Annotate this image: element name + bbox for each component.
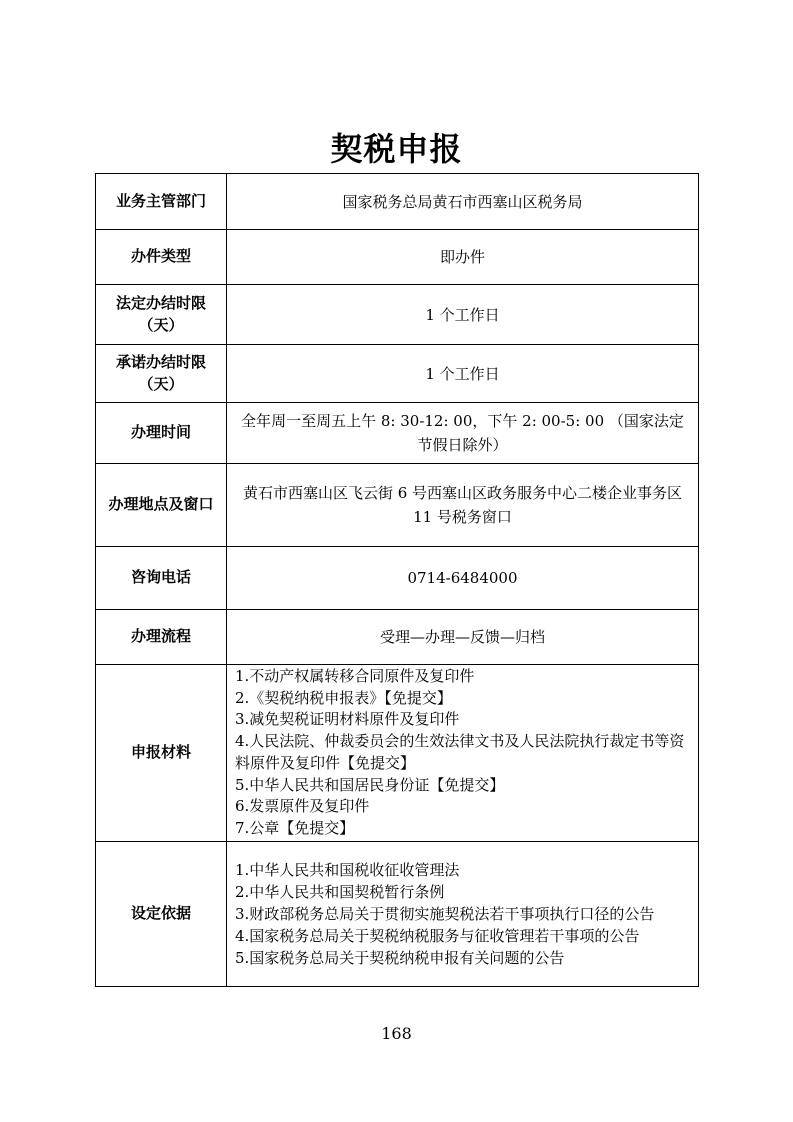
row-handling-process [96,610,699,665]
list-item: 4.国家税务总局关于契税纳税服务与征收管理若干事项的公告 [235,926,640,945]
row-handling-location [96,464,699,547]
row-value: 0714-6484000 [227,547,699,610]
row-label: 承诺办结时限（天） [96,345,227,403]
row-value-list [227,665,699,842]
list-item: 1.中华人民共和国税收征收管理法 [235,860,460,879]
row-label: 业务主管部门 [96,174,227,230]
list-item: 6.发票原件及复印件 [235,797,370,816]
list-item: 7.公章【免提交】 [235,818,355,837]
row-promised-time-limit [96,345,699,403]
row-label: 办理地点及窗口 [96,464,227,547]
row-label: 咨询电话 [96,547,227,610]
row-label: 办理时间 [96,403,227,464]
list-item: 1.不动产权属转移合同原件及复印件 [235,667,475,685]
row-label: 申报材料 [96,665,227,842]
row-application-materials [96,665,699,842]
row-value: 国家税务总局黄石市西塞山区税务局 [227,174,699,230]
row-value: 即办件 [227,230,699,285]
list-item: 3.减免契税证明材料原件及复印件 [235,710,460,729]
row-value: 黄石市西塞山区飞云街 6 号西塞山区政务服务中心二楼企业事务区 11 号税务窗口 [227,464,699,547]
list-item: 4.人民法院、仲裁委员会的生效法律文书及人民法院执行裁定书等资料原件及复印件【免提交】 [235,732,685,772]
list-item: 5.国家税务总局关于契税纳税申报有关问题的公告 [235,948,565,967]
row-handling-time [96,403,699,464]
service-info-table [95,173,699,987]
row-competent-department [96,174,699,230]
list-item: 2.中华人民共和国契税暂行条例 [235,882,445,901]
row-label: 设定依据 [96,841,227,986]
row-value: 全年周一至周五上午 8: 30-12: 00，下午 2: 00-5: 00 （国家法定节假日除外） [227,403,699,464]
row-consultation-phone [96,547,699,610]
row-value: 受理—办理—反馈—归档 [227,610,699,665]
row-setting-basis [96,841,699,986]
row-item-type [96,230,699,285]
row-value-list [227,841,699,986]
page-number: 168 [381,1024,412,1043]
row-statutory-time-limit [96,285,699,345]
list-item: 5.中华人民共和国居民身份证【免提交】 [235,775,505,794]
list-item: 2.《契税纳税申报表》【免提交】 [235,688,452,707]
row-label: 办件类型 [96,230,227,285]
list-item: 3.财政部税务总局关于贯彻实施契税法若干事项执行口径的公告 [235,904,655,923]
row-value: 1 个工作日 [227,345,699,403]
page-title: 契税申报 [330,130,463,168]
row-label: 办理流程 [96,610,227,665]
row-value: 1 个工作日 [227,285,699,345]
row-label: 法定办结时限（天） [96,285,227,345]
